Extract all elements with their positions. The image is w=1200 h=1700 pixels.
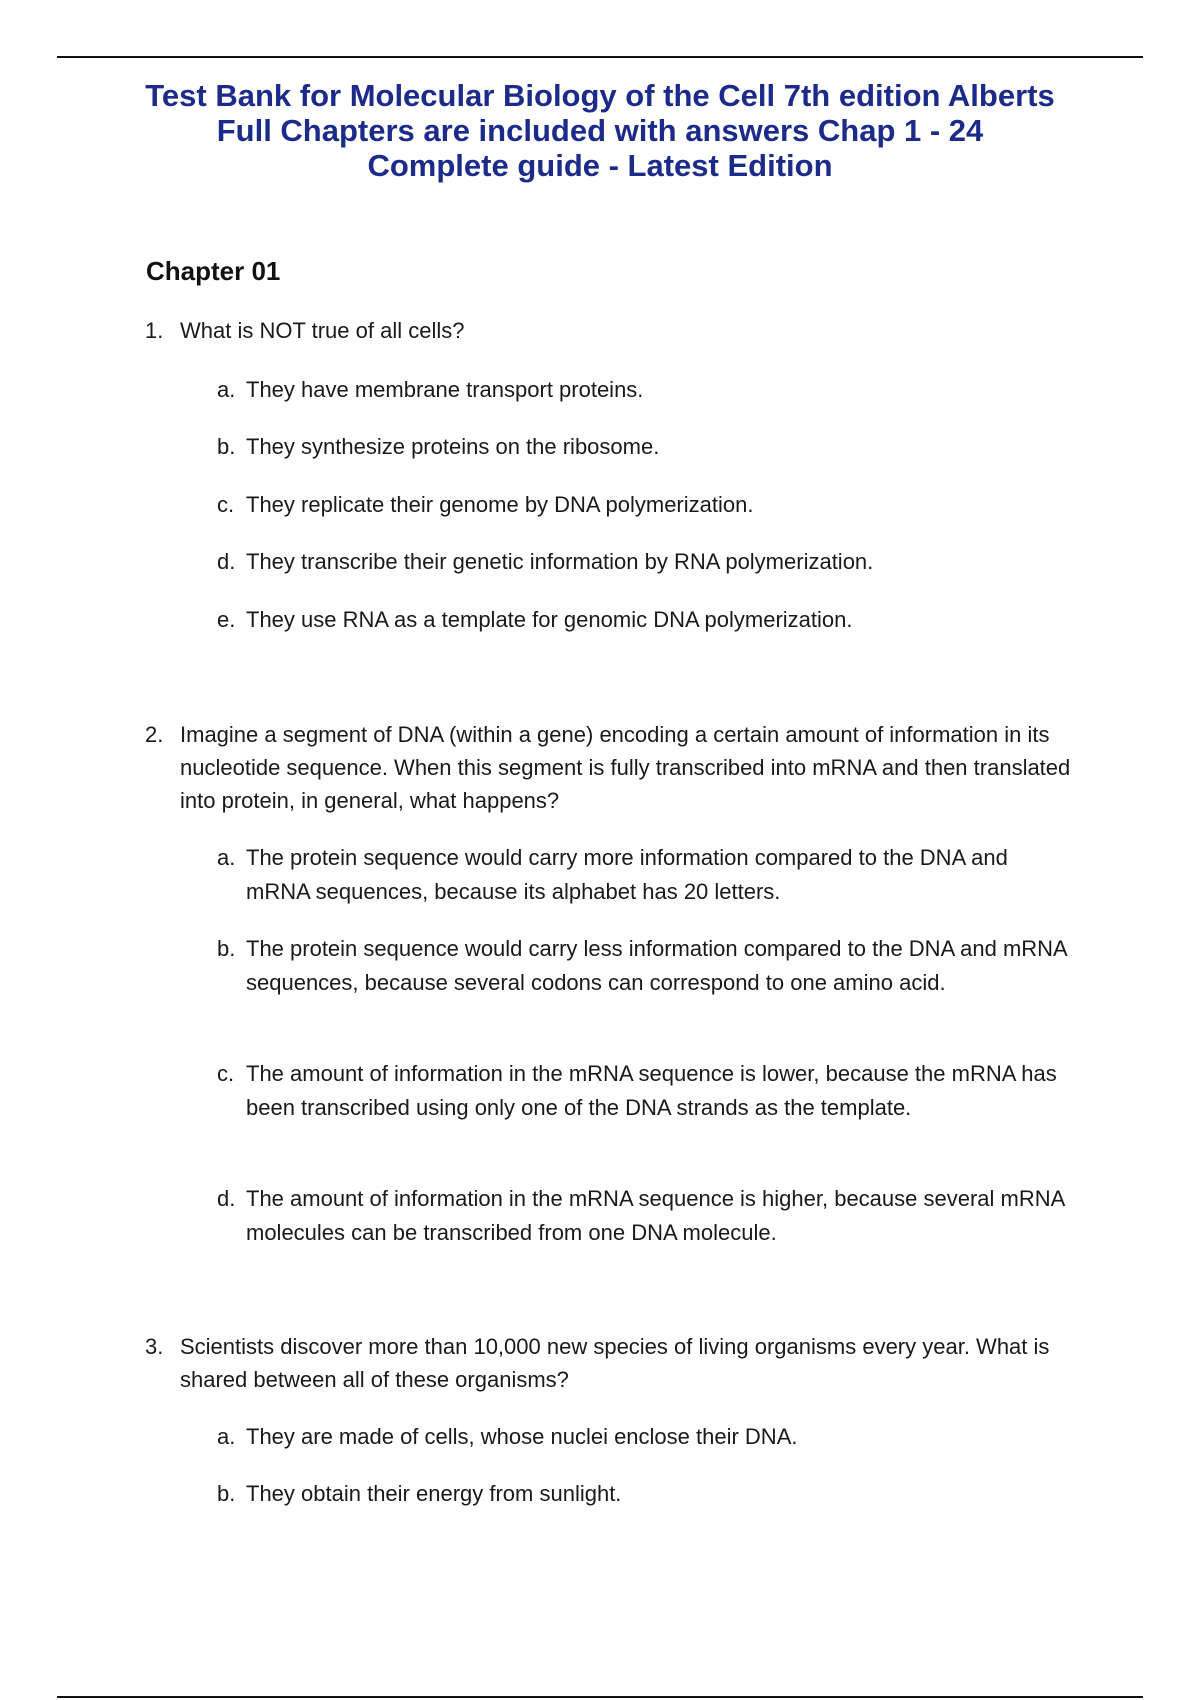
option-text: They transcribe their genetic information by RNA polymerization. [246, 549, 874, 574]
question-1-text: What is NOT true of all cells? [180, 318, 465, 343]
question-2-option-a [217, 841, 1077, 908]
question-3-number: 3. [145, 1334, 164, 1359]
option-text: The amount of information in the mRNA sequence is lower, because the mRNA has been transcribed using only one of the DNA strands as the template. [246, 1061, 1057, 1120]
question-2-option-d [217, 1182, 1077, 1249]
option-letter: b. [217, 936, 236, 961]
option-text: They replicate their genome by DNA polymerization. [246, 492, 754, 517]
question-3-option-a [217, 1420, 1077, 1454]
option-letter: c. [217, 492, 235, 517]
option-letter: c. [217, 1061, 235, 1086]
option-text: They obtain their energy from sunlight. [246, 1481, 622, 1506]
option-letter: e. [217, 607, 236, 632]
option-letter: a. [217, 377, 236, 402]
document-title [100, 78, 1100, 183]
option-letter: d. [217, 549, 236, 574]
title-line-1: Test Bank for Molecular Biology of the Cell 7th edition Alberts [145, 78, 1055, 113]
question-1-option-a [217, 373, 1077, 407]
option-letter: a. [217, 845, 236, 870]
option-text: The protein sequence would carry more information compared to the DNA and mRNA sequences, because its alphabet has 20 letters. [246, 845, 1008, 904]
title-line-3: Complete guide - Latest Edition [367, 148, 833, 183]
question-1-option-b [217, 430, 1077, 464]
option-letter: b. [217, 434, 236, 459]
option-text: They synthesize proteins on the ribosome. [246, 434, 660, 459]
title-line-2: Full Chapters are included with answers Chap 1 - 24 [216, 113, 984, 148]
question-3-option-b [217, 1477, 1077, 1511]
option-text: The amount of information in the mRNA sequence is higher, because several mRNA molecules can be transcribed from one DNA molecule. [246, 1186, 1065, 1245]
question-2-text: Imagine a segment of DNA (within a gene) encoding a certain amount of information in its nucleotide sequence. When this segment is fully transcribed into mRNA and then translated into protein, in general, what happens? [180, 722, 1071, 813]
question-1-option-c [217, 488, 1077, 522]
option-letter: d. [217, 1186, 236, 1211]
option-text: The protein sequence would carry less information compared to the DNA and mRNA sequences, because several codons can correspond to one amino acid. [246, 936, 1067, 995]
question-2-option-c [217, 1057, 1077, 1124]
question-2-option-b [217, 932, 1077, 999]
top-rule [57, 56, 1143, 58]
question-3-text: Scientists discover more than 10,000 new species of living organisms every year. What is shared between all of these organisms? [180, 1334, 1050, 1392]
option-letter: a. [217, 1424, 236, 1449]
option-text: They are made of cells, whose nuclei enclose their DNA. [246, 1424, 798, 1449]
question-1-number: 1. [145, 318, 164, 343]
question-1-option-d [217, 545, 1077, 579]
chapter-heading: Chapter 01 [146, 256, 281, 286]
option-text: They have membrane transport proteins. [246, 377, 644, 402]
question-2-number: 2. [145, 722, 164, 747]
option-text: They use RNA as a template for genomic DNA polymerization. [246, 607, 853, 632]
option-letter: b. [217, 1481, 236, 1506]
question-1-option-e [217, 603, 1077, 637]
bottom-rule [57, 1696, 1143, 1698]
